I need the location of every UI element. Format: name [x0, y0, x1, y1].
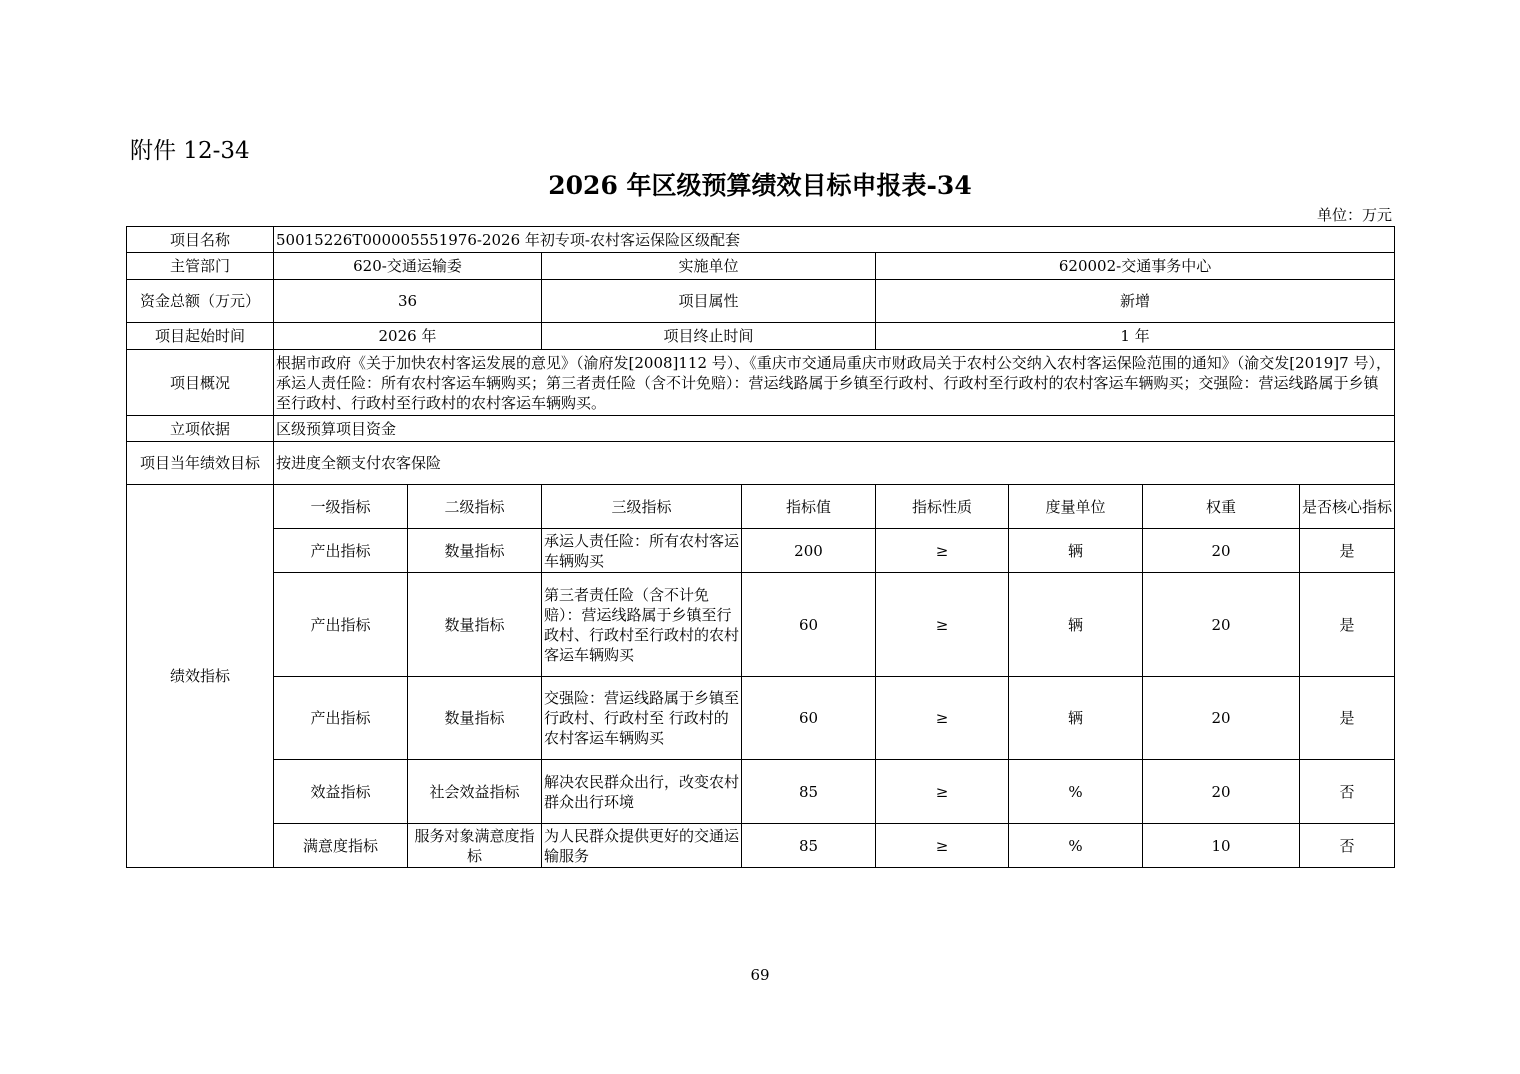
project-name-label: 项目名称	[127, 227, 274, 253]
header-level3: 三级指标	[542, 485, 742, 529]
end-time-value: 1 年	[876, 323, 1395, 350]
page-title: 2026 年区级预算绩效目标申报表-34	[548, 171, 972, 200]
indicator-level3: 承运人责任险：所有农村客运车辆购买	[542, 529, 742, 573]
indicators-section-label: 绩效指标	[127, 485, 274, 868]
indicator-weight: 10	[1143, 824, 1300, 868]
start-time-label: 项目起始时间	[127, 323, 274, 350]
header-nature: 指标性质	[876, 485, 1009, 529]
indicator-nature: ≥	[876, 573, 1009, 677]
header-value: 指标值	[742, 485, 876, 529]
indicator-unit: 辆	[1009, 677, 1143, 760]
page-number: 69	[750, 966, 770, 984]
attachment-label: 附件 12-34	[130, 138, 250, 164]
indicator-core: 否	[1300, 824, 1395, 868]
row-basis	[127, 416, 1395, 442]
fund-total-label: 资金总额（万元）	[127, 280, 274, 323]
table-row	[127, 677, 1395, 760]
indicator-core: 否	[1300, 760, 1395, 824]
indicator-level1: 效益指标	[274, 760, 408, 824]
implementing-unit-value: 620002-交通事务中心	[876, 253, 1395, 280]
indicator-level2: 数量指标	[408, 573, 542, 677]
overview-value: 根据市政府《关于加快农村客运发展的意见》（渝府发[2008]112 号）、《重庆市交通局重庆市财政局关于农村公交纳入农村客运保险范围的通知》（渝交发[2019]7 号），承运人责任险：所有农村客运车辆购买；第三者责任险（含不计免赔）：营运线路属于乡镇至行政村、行政村至行政村的农村客运车辆购买；交强险：营运线路属于乡镇至行政村、行政村至行政村的农村客运车辆购买。	[274, 350, 1395, 416]
project-attribute-label: 项目属性	[542, 280, 876, 323]
indicator-nature: ≥	[876, 677, 1009, 760]
indicator-unit: %	[1009, 760, 1143, 824]
indicator-header-row	[127, 485, 1395, 529]
basis-label: 立项依据	[127, 416, 274, 442]
indicator-weight: 20	[1143, 529, 1300, 573]
indicator-level1: 产出指标	[274, 573, 408, 677]
header-weight: 权重	[1143, 485, 1300, 529]
indicator-level2: 数量指标	[408, 677, 542, 760]
indicator-level1: 满意度指标	[274, 824, 408, 868]
row-goal	[127, 442, 1395, 485]
indicator-core: 是	[1300, 529, 1395, 573]
indicator-nature: ≥	[876, 760, 1009, 824]
indicator-unit: 辆	[1009, 529, 1143, 573]
header-core: 是否核心指标	[1300, 485, 1395, 529]
row-fund	[127, 280, 1395, 323]
fund-total-value: 36	[274, 280, 542, 323]
goal-label: 项目当年绩效目标	[127, 442, 274, 485]
unit-label: 单位：万元	[1316, 206, 1392, 224]
indicator-level3: 第三者责任险（含不计免赔）：营运线路属于乡镇至行政村、行政村至行政村的农村客运车辆购买	[542, 573, 742, 677]
project-attribute-value: 新增	[876, 280, 1395, 323]
basis-value: 区级预算项目资金	[274, 416, 1395, 442]
table-row	[127, 824, 1395, 868]
indicator-value: 60	[742, 677, 876, 760]
indicator-level1: 产出指标	[274, 529, 408, 573]
department-label: 主管部门	[127, 253, 274, 280]
table-row	[127, 760, 1395, 824]
performance-target-table	[126, 226, 1395, 868]
overview-label: 项目概况	[127, 350, 274, 416]
header-level2: 二级指标	[408, 485, 542, 529]
indicator-nature: ≥	[876, 529, 1009, 573]
row-time	[127, 323, 1395, 350]
indicator-value: 85	[742, 760, 876, 824]
indicator-core: 是	[1300, 677, 1395, 760]
implementing-unit-label: 实施单位	[542, 253, 876, 280]
end-time-label: 项目终止时间	[542, 323, 876, 350]
indicator-level1: 产出指标	[274, 677, 408, 760]
indicator-value: 200	[742, 529, 876, 573]
table-row	[127, 573, 1395, 677]
project-name-value: 50015226T000005551976-2026 年初专项-农村客运保险区级配套	[274, 227, 1395, 253]
indicator-weight: 20	[1143, 760, 1300, 824]
indicator-level3: 为人民群众提供更好的交通运输服务	[542, 824, 742, 868]
indicator-weight: 20	[1143, 573, 1300, 677]
row-project-name	[127, 227, 1395, 253]
indicator-nature: ≥	[876, 824, 1009, 868]
indicator-weight: 20	[1143, 677, 1300, 760]
department-value: 620-交通运输委	[274, 253, 542, 280]
start-time-value: 2026 年	[274, 323, 542, 350]
indicator-value: 85	[742, 824, 876, 868]
indicator-unit: 辆	[1009, 573, 1143, 677]
indicator-value: 60	[742, 573, 876, 677]
row-overview	[127, 350, 1395, 416]
indicator-level3: 解决农民群众出行，改变农村群众出行环境	[542, 760, 742, 824]
header-unit: 度量单位	[1009, 485, 1143, 529]
table-row	[127, 529, 1395, 573]
goal-value: 按进度全额支付农客保险	[274, 442, 1395, 485]
header-level1: 一级指标	[274, 485, 408, 529]
indicator-core: 是	[1300, 573, 1395, 677]
indicator-level3: 交强险：营运线路属于乡镇至行政村、行政村至 行政村的农村客运车辆购买	[542, 677, 742, 760]
indicator-unit: %	[1009, 824, 1143, 868]
indicator-level2: 数量指标	[408, 529, 542, 573]
indicator-level2: 社会效益指标	[408, 760, 542, 824]
row-department	[127, 253, 1395, 280]
indicator-level2: 服务对象满意度指标	[408, 824, 542, 868]
